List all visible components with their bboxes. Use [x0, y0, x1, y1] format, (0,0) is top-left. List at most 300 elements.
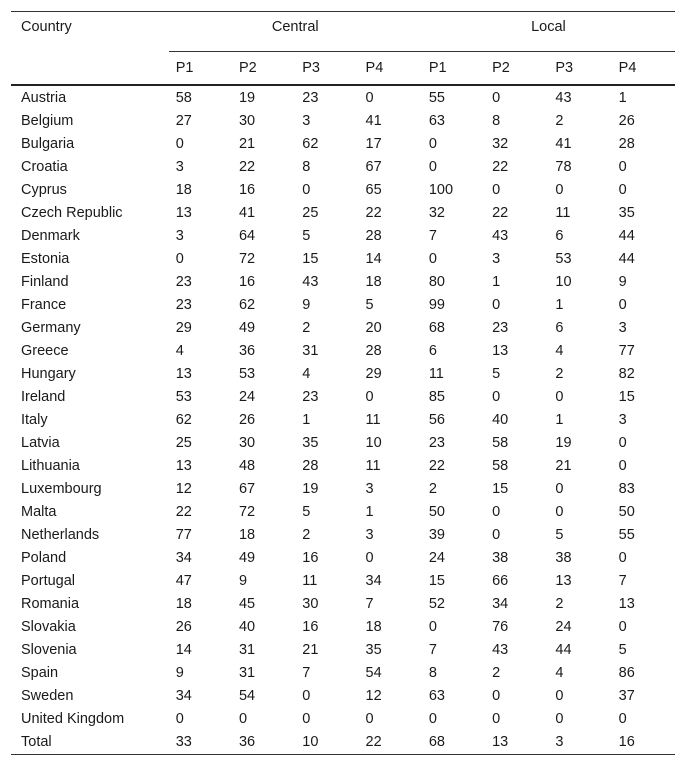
value-cell: 47 — [175, 573, 192, 589]
value-cell: 10 — [555, 274, 572, 290]
value-cell: 6 — [555, 228, 564, 244]
group-header-row — [11, 12, 675, 52]
value-cell: 9 — [175, 665, 184, 681]
value-cell: 18 — [175, 182, 192, 198]
group-header-central: Central — [169, 12, 422, 52]
country-cell: Estonia — [21, 251, 70, 267]
value-cell: 41 — [365, 113, 382, 129]
value-cell: 26 — [175, 619, 192, 635]
table-row — [11, 432, 675, 455]
value-cell: 41 — [238, 205, 256, 221]
value-cell: 14 — [175, 642, 192, 658]
value-cell: 8 — [302, 159, 311, 175]
value-cell: 0 — [302, 182, 311, 198]
value-cell: 99 — [428, 297, 445, 313]
value-cell: 3 — [365, 527, 374, 543]
value-cell: 43 — [492, 228, 509, 244]
country-cell: Latvia — [21, 435, 60, 451]
value-cell: 63 — [428, 688, 445, 704]
value-cell: 26 — [238, 412, 256, 428]
value-cell: 11 — [302, 573, 318, 589]
table-row — [11, 708, 675, 731]
table-row — [11, 731, 675, 755]
value-cell: 72 — [238, 504, 256, 520]
value-cell: 63 — [428, 113, 445, 129]
country-cell: Belgium — [21, 113, 74, 129]
value-cell: 18 — [238, 527, 256, 543]
table-row — [11, 340, 675, 363]
value-cell: 76 — [492, 619, 509, 635]
value-cell: 0 — [428, 619, 437, 635]
value-cell: 78 — [555, 159, 572, 175]
table-row — [11, 616, 675, 639]
value-cell: 1 — [618, 90, 627, 106]
value-cell: 0 — [492, 389, 501, 405]
value-cell: 83 — [618, 481, 635, 497]
table-row — [11, 248, 675, 271]
value-cell: 37 — [618, 688, 635, 704]
value-cell: 58 — [175, 90, 192, 106]
table-row — [11, 409, 675, 432]
value-cell: 23 — [492, 320, 509, 336]
value-cell: 4 — [555, 665, 564, 681]
value-cell: 5 — [492, 366, 501, 382]
value-cell: 62 — [238, 297, 256, 313]
country-cell: Slovakia — [21, 619, 76, 635]
value-cell: 0 — [555, 688, 564, 704]
value-cell: 3 — [555, 734, 564, 750]
value-cell: 22 — [365, 734, 382, 750]
value-cell: 31 — [302, 343, 319, 359]
value-cell: 22 — [365, 205, 382, 221]
value-cell: 19 — [555, 435, 572, 451]
value-cell: 13 — [175, 205, 192, 221]
value-cell: 16 — [238, 274, 256, 290]
value-cell: 54 — [238, 688, 256, 704]
value-cell: 0 — [618, 619, 627, 635]
value-cell: 48 — [238, 458, 256, 474]
value-cell: 4 — [302, 366, 311, 382]
value-cell: 0 — [492, 504, 501, 520]
value-cell: 67 — [238, 481, 256, 497]
value-cell: 68 — [428, 734, 445, 750]
country-cell: Slovenia — [21, 642, 77, 658]
value-cell: 11 — [365, 458, 381, 474]
value-cell: 22 — [238, 159, 256, 175]
value-cell: 3 — [492, 251, 501, 267]
subheader-row — [11, 52, 675, 86]
table-row — [11, 639, 675, 662]
value-cell: 22 — [428, 458, 445, 474]
table-row — [11, 317, 675, 340]
value-cell: 3 — [618, 320, 627, 336]
value-cell: 80 — [428, 274, 445, 290]
value-cell: 18 — [175, 596, 192, 612]
value-cell: 1 — [365, 504, 374, 520]
value-cell: 45 — [238, 596, 256, 612]
value-cell: 56 — [428, 412, 445, 428]
value-cell: 3 — [618, 412, 627, 428]
value-cell: 34 — [175, 688, 192, 704]
subheader-local-p3: P3 — [555, 60, 574, 76]
value-cell: 5 — [555, 527, 564, 543]
value-cell: 0 — [555, 481, 564, 497]
country-cell: Germany — [21, 320, 81, 336]
value-cell: 0 — [492, 527, 501, 543]
value-cell: 2 — [555, 366, 564, 382]
value-cell: 0 — [365, 90, 374, 106]
value-cell: 1 — [302, 412, 311, 428]
country-cell: Spain — [21, 665, 59, 681]
value-cell: 21 — [555, 458, 572, 474]
country-cell: Ireland — [21, 389, 66, 405]
value-cell: 6 — [555, 320, 564, 336]
country-cell: Cyprus — [21, 182, 67, 198]
value-cell: 23 — [302, 389, 319, 405]
country-cell: France — [21, 297, 67, 313]
value-cell: 3 — [365, 481, 374, 497]
value-cell: 0 — [618, 182, 627, 198]
value-cell: 15 — [618, 389, 635, 405]
table-row — [11, 202, 675, 225]
value-cell: 0 — [428, 159, 437, 175]
value-cell: 1 — [555, 297, 564, 313]
value-cell: 4 — [175, 343, 184, 359]
value-cell: 53 — [175, 389, 192, 405]
value-cell: 32 — [428, 205, 445, 221]
country-cell: Romania — [21, 596, 80, 612]
value-cell: 21 — [302, 642, 319, 658]
value-cell: 15 — [492, 481, 509, 497]
value-cell: 0 — [238, 711, 248, 727]
value-cell: 26 — [618, 113, 635, 129]
value-cell: 34 — [365, 573, 382, 589]
value-cell: 2 — [492, 665, 501, 681]
value-cell: 58 — [492, 458, 509, 474]
value-cell: 28 — [618, 136, 635, 152]
value-cell: 4 — [555, 343, 564, 359]
value-cell: 12 — [365, 688, 382, 704]
value-cell: 13 — [492, 734, 509, 750]
value-cell: 52 — [428, 596, 445, 612]
table-row — [11, 547, 675, 570]
value-cell: 9 — [302, 297, 311, 313]
value-cell: 86 — [618, 665, 635, 681]
table-row — [11, 85, 675, 110]
value-cell: 44 — [555, 642, 572, 658]
value-cell: 34 — [492, 596, 509, 612]
data-table-container — [11, 11, 675, 755]
value-cell: 35 — [365, 642, 382, 658]
value-cell: 100 — [428, 182, 454, 198]
value-cell: 25 — [175, 435, 192, 451]
value-cell: 5 — [302, 228, 311, 244]
value-cell: 2 — [302, 527, 311, 543]
value-cell: 43 — [492, 642, 509, 658]
value-cell: 0 — [175, 251, 184, 267]
value-cell: 35 — [618, 205, 635, 221]
value-cell: 40 — [238, 619, 256, 635]
value-cell: 28 — [365, 228, 382, 244]
value-cell: 36 — [238, 734, 256, 750]
value-cell: 24 — [238, 389, 256, 405]
value-cell: 16 — [302, 619, 319, 635]
country-cell: Luxembourg — [21, 481, 102, 497]
value-cell: 0 — [618, 550, 627, 566]
value-cell: 3 — [302, 113, 311, 129]
value-cell: 1 — [492, 274, 501, 290]
subheader-central-p2: P2 — [238, 60, 257, 76]
value-cell: 0 — [175, 136, 184, 152]
subheader-local-p1: P1 — [428, 60, 447, 76]
value-cell: 0 — [365, 389, 374, 405]
value-cell: 15 — [302, 251, 319, 267]
table-row — [11, 110, 675, 133]
value-cell: 43 — [302, 274, 319, 290]
value-cell: 0 — [302, 711, 311, 727]
country-cell: Total — [21, 734, 52, 750]
data-table — [11, 11, 675, 755]
value-cell: 68 — [428, 320, 445, 336]
value-cell: 13 — [555, 573, 572, 589]
value-cell: 0 — [618, 435, 627, 451]
value-cell: 11 — [555, 205, 571, 221]
value-cell: 29 — [175, 320, 192, 336]
subheader-blank — [11, 52, 169, 86]
value-cell: 17 — [365, 136, 382, 152]
value-cell: 13 — [492, 343, 509, 359]
subheader-local-p2: P2 — [492, 60, 510, 76]
country-cell: United Kingdom — [21, 711, 125, 727]
value-cell: 8 — [492, 113, 501, 129]
value-cell: 7 — [428, 228, 437, 244]
value-cell: 5 — [302, 504, 311, 520]
value-cell: 31 — [238, 665, 256, 681]
country-cell: Austria — [21, 90, 67, 106]
country-cell: Netherlands — [21, 527, 100, 543]
table-row — [11, 179, 675, 202]
value-cell: 28 — [365, 343, 382, 359]
value-cell: 3 — [175, 159, 184, 175]
table-row — [11, 225, 675, 248]
value-cell: 0 — [492, 182, 501, 198]
value-cell: 24 — [428, 550, 445, 566]
value-cell: 11 — [365, 412, 381, 428]
value-cell: 2 — [428, 481, 437, 497]
country-header: Country — [21, 19, 72, 35]
value-cell: 0 — [618, 458, 627, 474]
value-cell: 8 — [428, 665, 437, 681]
table-row — [11, 524, 675, 547]
value-cell: 0 — [365, 711, 374, 727]
value-cell: 65 — [365, 182, 382, 198]
value-cell: 18 — [365, 619, 382, 635]
value-cell: 1 — [555, 412, 564, 428]
table-row — [11, 662, 675, 685]
value-cell: 22 — [175, 504, 192, 520]
value-cell: 22 — [492, 205, 509, 221]
value-cell: 0 — [492, 688, 501, 704]
value-cell: 21 — [238, 136, 256, 152]
value-cell: 62 — [302, 136, 319, 152]
value-cell: 0 — [555, 504, 564, 520]
value-cell: 16 — [238, 182, 256, 198]
country-cell: Greece — [21, 343, 69, 359]
value-cell: 5 — [618, 642, 627, 658]
value-cell: 85 — [428, 389, 445, 405]
value-cell: 34 — [175, 550, 192, 566]
value-cell: 5 — [365, 297, 374, 313]
value-cell: 6 — [428, 343, 437, 359]
value-cell: 18 — [365, 274, 382, 290]
table-row — [11, 478, 675, 501]
value-cell: 0 — [428, 251, 437, 267]
value-cell: 22 — [492, 159, 509, 175]
value-cell: 0 — [555, 711, 564, 727]
country-cell: Lithuania — [21, 458, 80, 474]
country-cell: Poland — [21, 550, 67, 566]
value-cell: 72 — [238, 251, 256, 267]
value-cell: 82 — [618, 366, 635, 382]
value-cell: 40 — [492, 412, 509, 428]
table-row — [11, 363, 675, 386]
value-cell: 13 — [175, 458, 192, 474]
value-cell: 29 — [365, 366, 382, 382]
value-cell: 0 — [555, 182, 564, 198]
group-header-local: Local — [422, 12, 675, 52]
value-cell: 10 — [302, 734, 319, 750]
value-cell: 49 — [238, 320, 256, 336]
value-cell: 0 — [428, 711, 437, 727]
value-cell: 38 — [492, 550, 509, 566]
value-cell: 67 — [365, 159, 382, 175]
value-cell: 3 — [175, 228, 184, 244]
value-cell: 2 — [302, 320, 311, 336]
value-cell: 23 — [175, 274, 192, 290]
country-cell: Portugal — [21, 573, 76, 589]
value-cell: 66 — [492, 573, 509, 589]
table-row — [11, 156, 675, 179]
value-cell: 50 — [618, 504, 635, 520]
value-cell: 25 — [302, 205, 319, 221]
country-cell: Croatia — [21, 159, 68, 175]
value-cell: 49 — [238, 550, 256, 566]
value-cell: 64 — [238, 228, 256, 244]
value-cell: 19 — [302, 481, 319, 497]
value-cell: 12 — [175, 481, 192, 497]
value-cell: 54 — [365, 665, 382, 681]
value-cell: 28 — [302, 458, 319, 474]
value-cell: 30 — [302, 596, 319, 612]
value-cell: 14 — [365, 251, 382, 267]
value-cell: 13 — [175, 366, 192, 382]
value-cell: 16 — [302, 550, 319, 566]
country-cell: Czech Republic — [21, 205, 123, 221]
value-cell: 31 — [238, 642, 256, 658]
value-cell: 23 — [428, 435, 445, 451]
value-cell: 9 — [238, 573, 248, 589]
value-cell: 44 — [618, 228, 635, 244]
value-cell: 43 — [555, 90, 572, 106]
value-cell: 0 — [492, 297, 501, 313]
value-cell: 30 — [238, 435, 256, 451]
value-cell: 35 — [302, 435, 319, 451]
value-cell: 58 — [492, 435, 509, 451]
value-cell: 77 — [618, 343, 635, 359]
value-cell: 36 — [238, 343, 256, 359]
value-cell: 77 — [175, 527, 192, 543]
table-row — [11, 593, 675, 616]
country-cell: Finland — [21, 274, 69, 290]
value-cell: 62 — [175, 412, 192, 428]
value-cell: 19 — [238, 90, 256, 106]
country-cell: Italy — [21, 412, 48, 428]
value-cell: 7 — [302, 665, 311, 681]
subheader-central-p3: P3 — [302, 60, 320, 76]
country-cell: Bulgaria — [21, 136, 75, 152]
value-cell: 0 — [302, 688, 311, 704]
subheader-central-p4: P4 — [365, 60, 384, 76]
value-cell: 2 — [555, 113, 564, 129]
table-row — [11, 685, 675, 708]
value-cell: 7 — [428, 642, 437, 658]
value-cell: 0 — [492, 711, 501, 727]
value-cell: 7 — [618, 573, 627, 589]
value-cell: 55 — [618, 527, 635, 543]
value-cell: 15 — [428, 573, 445, 589]
value-cell: 41 — [555, 136, 572, 152]
value-cell: 10 — [365, 435, 382, 451]
value-cell: 50 — [428, 504, 445, 520]
table-row — [11, 386, 675, 409]
value-cell: 53 — [238, 366, 256, 382]
country-cell: Sweden — [21, 688, 74, 704]
country-cell: Hungary — [21, 366, 76, 382]
value-cell: 44 — [618, 251, 635, 267]
value-cell: 0 — [492, 90, 501, 106]
table-body — [11, 85, 675, 755]
table-row — [11, 271, 675, 294]
value-cell: 23 — [175, 297, 192, 313]
table-row — [11, 501, 675, 524]
value-cell: 16 — [618, 734, 635, 750]
table-row — [11, 570, 675, 593]
value-cell: 39 — [428, 527, 445, 543]
value-cell: 0 — [618, 297, 627, 313]
table-row — [11, 133, 675, 156]
value-cell: 0 — [365, 550, 374, 566]
value-cell: 9 — [618, 274, 627, 290]
subheader-central-p1: P1 — [175, 60, 194, 76]
value-cell: 32 — [492, 136, 509, 152]
value-cell: 33 — [175, 734, 192, 750]
value-cell: 0 — [618, 159, 627, 175]
table-row — [11, 294, 675, 317]
table-row — [11, 455, 675, 478]
value-cell: 11 — [428, 366, 444, 382]
value-cell: 38 — [555, 550, 572, 566]
value-cell: 7 — [365, 596, 374, 612]
country-cell: Malta — [21, 504, 57, 520]
value-cell: 24 — [555, 619, 572, 635]
value-cell: 0 — [555, 389, 564, 405]
value-cell: 23 — [302, 90, 319, 106]
value-cell: 2 — [555, 596, 564, 612]
value-cell: 20 — [365, 320, 382, 336]
value-cell: 53 — [555, 251, 572, 267]
country-cell: Denmark — [21, 228, 80, 244]
value-cell: 0 — [428, 136, 437, 152]
